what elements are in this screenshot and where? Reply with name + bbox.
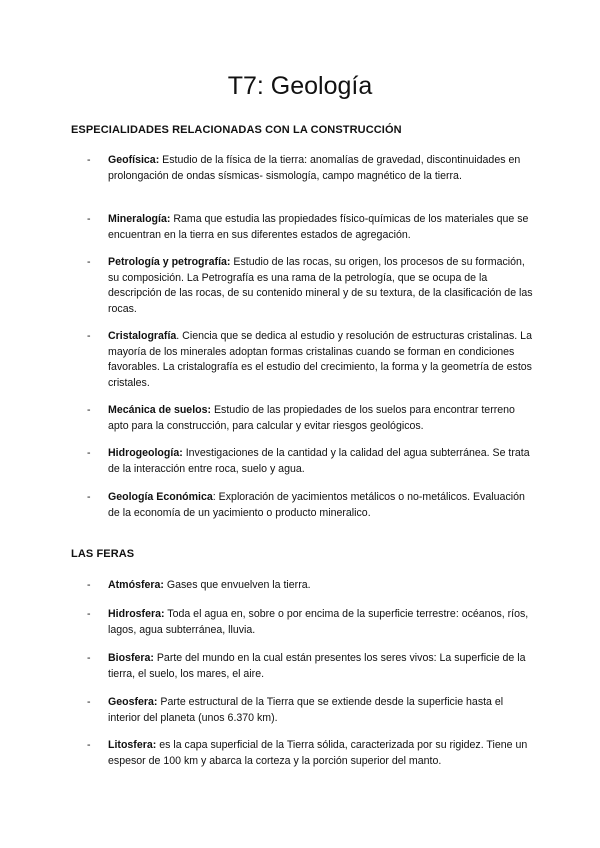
list-item-geosfera bbox=[87, 695, 537, 726]
term-label: Hidrogeología: bbox=[108, 447, 183, 459]
term-description: Parte estructural de la Tierra que se extiende desde la superficie hasta el interior del planeta (unos 6.370 km). bbox=[108, 696, 504, 724]
list-bullet: - bbox=[87, 579, 91, 591]
section-heading-las-feras: LAS FERAS bbox=[71, 548, 135, 560]
list-item-text bbox=[108, 578, 537, 594]
term-label: Petrología y petrografía: bbox=[108, 256, 231, 268]
term-label: Geología Económica bbox=[108, 491, 213, 503]
term-description: Estudio de las rocas, su origen, los procesos de su formación, su composición. La Petrografía es una rama de la petrología, que se ocupa de la descripción de las rocas, de su contenido mineral y de su textura, de la clasificación de las rocas. bbox=[108, 256, 533, 315]
list-item-text bbox=[108, 446, 537, 477]
list-bullet: - bbox=[87, 696, 91, 708]
list-bullet: - bbox=[87, 652, 91, 664]
list-bullet: - bbox=[87, 608, 91, 620]
term-description: : Exploración de yacimientos metálicos o no-metálicos. Evaluación de la economía de un yacimiento o producto mineralico. bbox=[108, 491, 525, 519]
list-item-biosfera bbox=[87, 651, 537, 682]
term-description: Gases que envuelven la tierra. bbox=[163, 579, 311, 591]
list-item-cristalografia bbox=[87, 329, 537, 391]
list-bullet: - bbox=[87, 154, 91, 166]
term-description: Investigaciones de la cantidad y la calidad del agua subterránea. Se trata de la interacción entre roca, suelo y agua. bbox=[108, 447, 530, 475]
term-label: Cristalografía bbox=[108, 330, 177, 342]
term-label: Litosfera: bbox=[108, 739, 157, 751]
term-description: Estudio de la física de la tierra: anomalías de gravedad, discontinuidades en prolongación de ondas sísmicas- sismología, campo magnético de la tierra. bbox=[108, 154, 521, 182]
list-item-text bbox=[108, 255, 537, 317]
list-bullet: - bbox=[87, 739, 91, 751]
term-label: Hidrosfera: bbox=[108, 608, 165, 620]
list-item-petrologia bbox=[87, 255, 537, 317]
term-description: Parte del mundo en la cual están presentes los seres vivos: La superficie de la tierra, el suelo, los mares, el aire. bbox=[108, 652, 526, 680]
list-item-geologia-economica bbox=[87, 490, 537, 521]
list-item-text bbox=[108, 153, 537, 184]
list-item-hidrogeologia bbox=[87, 446, 537, 477]
list-bullet: - bbox=[87, 256, 91, 268]
list-bullet: - bbox=[87, 491, 91, 503]
list-item-hidrosfera bbox=[87, 607, 537, 638]
term-label: Atmósfera: bbox=[108, 579, 164, 591]
list-item-geofisica bbox=[87, 153, 537, 184]
term-description: . Ciencia que se dedica al estudio y resolución de estructuras cristalinas. La mayoría de los minerales adoptan formas cristalinas cuando se forman en condiciones favorables. La cristalografía es el estudio del crecimiento, la forma y la geometría de estos cristales. bbox=[108, 330, 532, 389]
term-label: Geofísica: bbox=[108, 154, 160, 166]
list-item-text bbox=[108, 403, 537, 434]
list-item-text bbox=[108, 329, 537, 391]
term-label: Mineralogía: bbox=[108, 213, 171, 225]
list-bullet: - bbox=[87, 404, 91, 416]
list-bullet: - bbox=[87, 447, 91, 459]
list-item-text bbox=[108, 695, 537, 726]
term-description: Rama que estudia las propiedades físico-químicas de los materiales que se encuentran en la tierra en sus diferentes estados de agregación. bbox=[108, 213, 529, 241]
list-item-text bbox=[108, 490, 537, 521]
list-item-text bbox=[108, 212, 537, 243]
term-description: Toda el agua en, sobre o por encima de la superficie terrestre: océanos, ríos, lagos, agua subterránea, lluvia. bbox=[108, 608, 529, 636]
term-label: Mecánica de suelos: bbox=[108, 404, 212, 416]
list-item-atmosfera bbox=[87, 578, 537, 594]
list-item-text bbox=[108, 738, 537, 769]
section-heading-especialidades: ESPECIALIDADES RELACIONADAS CON LA CONSTRUCCIÓN bbox=[71, 124, 402, 136]
list-item-mecanica-suelos bbox=[87, 403, 537, 434]
term-label: Geosfera: bbox=[108, 696, 158, 708]
term-label: Biosfera: bbox=[108, 652, 154, 664]
term-description: Estudio de las propiedades de los suelos para encontrar terreno apto para la construcción, para calcular y evitar riesgos geológicos. bbox=[108, 404, 515, 432]
list-item-text bbox=[108, 651, 537, 682]
page-title: T7: Geología bbox=[227, 72, 373, 100]
term-description: es la capa superficial de la Tierra sólida, caracterizada por su rigidez. Tiene un espesor de 100 km y abarca la corteza y la porción superior del manto. bbox=[108, 739, 528, 767]
list-item-text bbox=[108, 607, 537, 638]
list-bullet: - bbox=[87, 330, 91, 342]
list-bullet: - bbox=[87, 213, 91, 225]
list-item-mineralogia bbox=[87, 212, 537, 243]
list-item-litosfera bbox=[87, 738, 537, 769]
